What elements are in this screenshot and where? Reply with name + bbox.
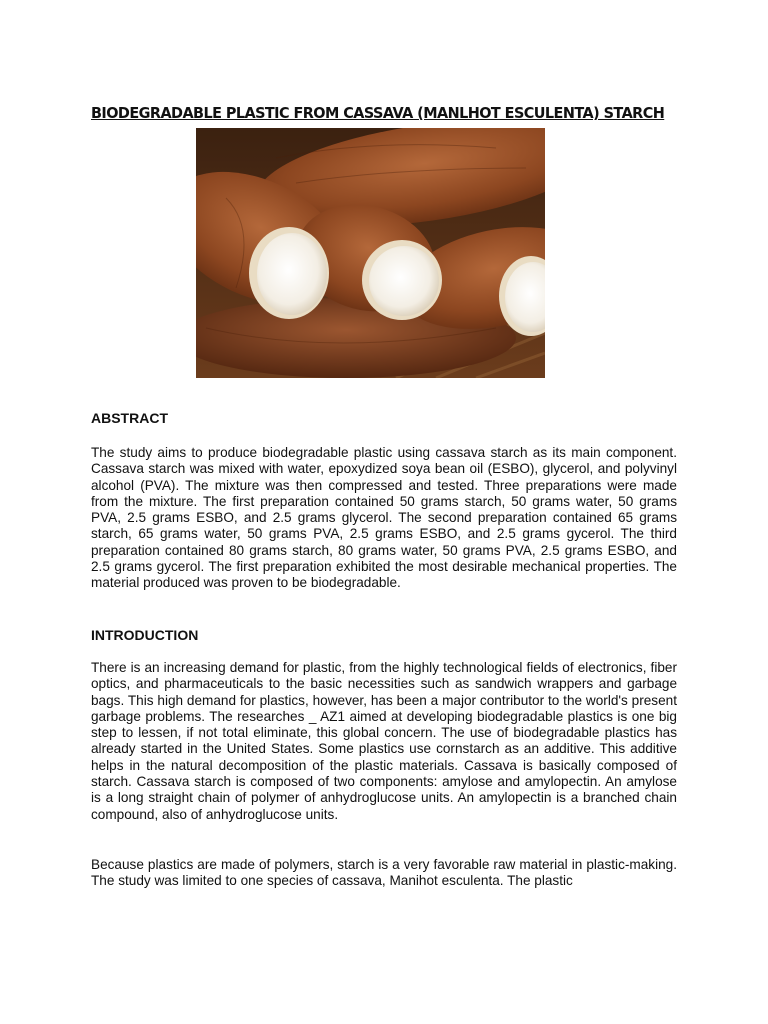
abstract-paragraph: The study aims to produce biodegradable plastic using cassava starch as its main component. Cassava starch was mixed with water, epoxydized soya bean oil (ESBO), glycerol, and polyvinyl alcohol (PVA). The mixture was then compressed and tested. Three preparations were made from the mixture. The first preparation contained 50 grams starch, 50 grams water, 50 grams PVA, 2.5 grams ESBO, and 2.5 grams glycerol. The second preparation contained 65 grams starch, 65 grams water, 50 grams PVA, 2.5 grams ESBO, and 2.5 grams gycerol. The third preparation contained 80 grams starch, 80 grams water, 50 grams PVA, 2.5 grams ESBO, and 2.5 grams gycerol. The first preparation exhibited the most desirable mechanical properties. The material produced was proven to be biodegradable. — [91, 445, 677, 591]
introduction-heading: INTRODUCTION — [91, 627, 199, 643]
document-title: BIODEGRADABLE PLASTIC FROM CASSAVA (MANLHOT ESCULENTA) STARCH — [91, 104, 665, 122]
cassava-photo — [196, 128, 545, 378]
cassava-roots-illustration — [196, 128, 545, 378]
introduction-paragraph-1: There is an increasing demand for plastic, from the highly technological fields of electronics, fiber optics, and pharmaceuticals to the basic necessities such as sandwich wrappers and garbage bags. This high demand for plastics, however, has been a major contributor to the world's present garbage problems. The researches _ AZ1 aimed at developing biodegradable plastics is one big step to lessen, if not total eliminate, this global concern. The use of biodegradable plastics has already started in the United States. Some plastics use cornstarch as an additive. This additive helps in the natural decomposition of the plastic materials. Cassava is basically composed of starch. Cassava starch is composed of two components: amylose and amylopectin. An amylose is a long straight chain of polymer of anhydroglucose units. An amylopectin is a branched chain compound, also of anhydroglucose units. — [91, 660, 677, 822]
introduction-paragraph-2: Because plastics are made of polymers, starch is a very favorable raw material in plastic-making. The study was limited to one species of cassava, Manihot esculenta. The plastic — [91, 857, 677, 889]
abstract-heading: ABSTRACT — [91, 410, 168, 426]
